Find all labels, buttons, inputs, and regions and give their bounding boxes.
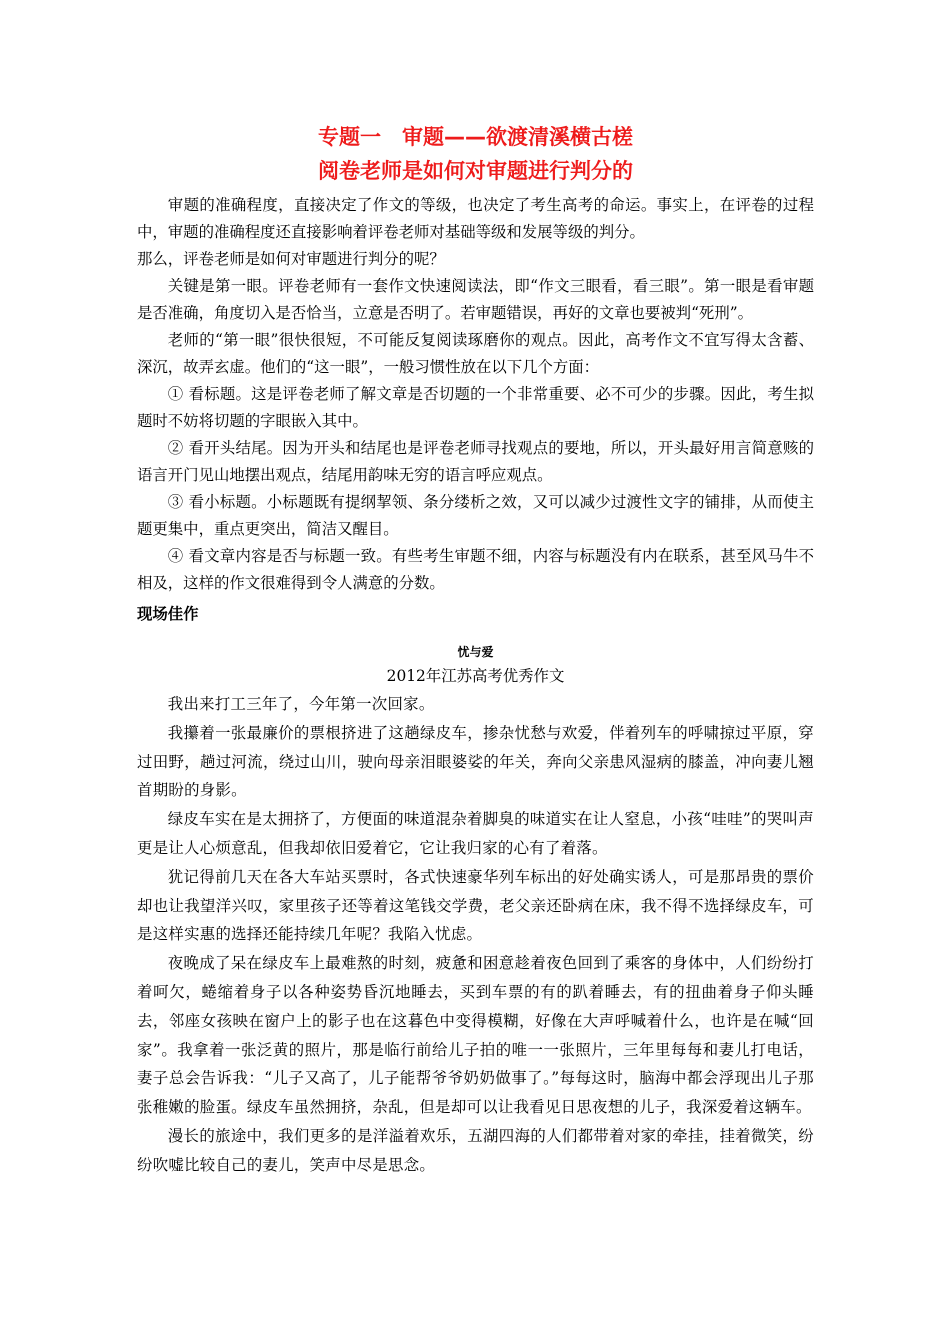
intro-paragraph: 关键是第一眼。评卷老师有一套作文快速阅读法，即“作文三眼看，看三眼”。第一眼是看审题是否准确，角度切入是否恰当，立意是否明了。若审题错误，再好的文章也要被判“死刑”。 [137,277,814,322]
title-line-1: 专题一 审题——欲渡清溪横古槎 [318,125,633,149]
document-content [137,120,814,1180]
intro-paragraph: 老师的“第一眼”很快很短，不可能反复阅读琢磨你的观点。因此，高考作文不宜写得太含蓄、深沉，故弄玄虚。他们的“这一眼”，一般习惯性放在以下几个方面： [137,331,814,376]
section-heading: 现场佳作 [137,605,199,623]
title-line-2: 阅卷老师是如何对审题进行判分的 [318,159,633,183]
intro-paragraph: 那么，评卷老师是如何对审题进行判分的呢？ [137,250,445,268]
essay-subtitle: 2012年江苏高考优秀作文 [386,667,565,685]
essay-paragraph: 绿皮车实在是太拥挤了，方便面的味道混杂着脚臭的味道实在让人窒息，小孩“哇哇”的哭叫声更是让人心烦意乱，但我却依旧爱着它，它让我归家的心有了着落。 [137,810,814,857]
essay-paragraph: 我攥着一张最廉价的票根挤进了这趟绿皮车，掺杂忧愁与欢爱，伴着列车的呼啸掠过平原，穿过田野，趟过河流，绕过山川，驶向母亲泪眼婆娑的年关，奔向父亲患风湿病的膝盖，冲向妻儿翘首期盼的身影。 [137,723,814,800]
essay [137,642,814,1180]
intro-list-item: ① 看标题。这是评卷老师了解文章是否切题的一个非常重要、必不可少的步骤。因此，考生拟题时不妨将切题的字眼嵌入其中。 [137,385,814,430]
essay-title: 忧与爱 [457,645,494,659]
intro-list-item: ② 看开头结尾。因为开头和结尾也是评卷老师寻找观点的要地，所以，开头最好用言简意赅的语言开门见山地摆出观点，结尾用韵味无穷的语言呼应观点。 [137,439,814,484]
intro-paragraph: 审题的准确程度，直接决定了作文的等级，也决定了考生高考的命运。事实上，在评卷的过程中，审题的准确程度还直接影响着评卷老师对基础等级和发展等级的判分。 [137,196,814,241]
essay-paragraph: 漫长的旅途中，我们更多的是洋溢着欢乐，五湖四海的人们都带着对家的牵挂，挂着微笑，纷纷吹嘘比较自己的妻儿，笑声中尽是思念。 [137,1126,814,1174]
intro-list-item: ③ 看小标题。小标题既有提纲挈领、条分缕析之效，又可以减少过渡性文字的铺排，从而使主题更集中，重点更突出，简洁又醒目。 [137,493,814,538]
page-title [137,120,814,188]
intro-section [137,192,814,597]
intro-list-item: ④ 看文章内容是否与标题一致。有些考生审题不细，内容与标题没有内在联系，甚至风马牛不相及，这样的作文很难得到令人满意的分数。 [137,547,814,592]
essay-paragraph: 犹记得前几天在各大车站买票时，各式快速豪华列车标出的好处确实诱人，可是那昂贵的票价却也让我望洋兴叹，家里孩子还等着这笔钱交学费，老父亲还卧病在床，我不得不选择绿皮车，可是这样实惠的选择还能持续几年呢？我陷入忧虑。 [137,867,814,944]
essay-paragraph: 我出来打工三年了，今年第一次回家。 [167,695,435,713]
essay-paragraph: 夜晚成了呆在绿皮车上最难熬的时刻，疲惫和困意趁着夜色回到了乘客的身体中，人们纷纷打着呵欠，蜷缩着身子以各种姿势昏沉地睡去，买到车票的有的趴着睡去，有的扭曲着身子仰头睡去，邻座女孩映在窗户上的影子也在这暮色中变得模糊，好像在大声呼喊着什么，也许是在喊“回家”。我拿着一张泛黄的照片，那是临行前给儿子拍的唯一一张照片，三年里每每和妻儿打电话，妻子总会告诉我：“儿子又高了，儿子能帮爷爷奶奶做事了。”每每这时，脑海中都会浮现出儿子那张稚嫩的脸蛋。绿皮车虽然拥挤，杂乱，但是却可以让我看见日思夜想的儿子，我深爱着这辆车。 [137,954,814,1117]
